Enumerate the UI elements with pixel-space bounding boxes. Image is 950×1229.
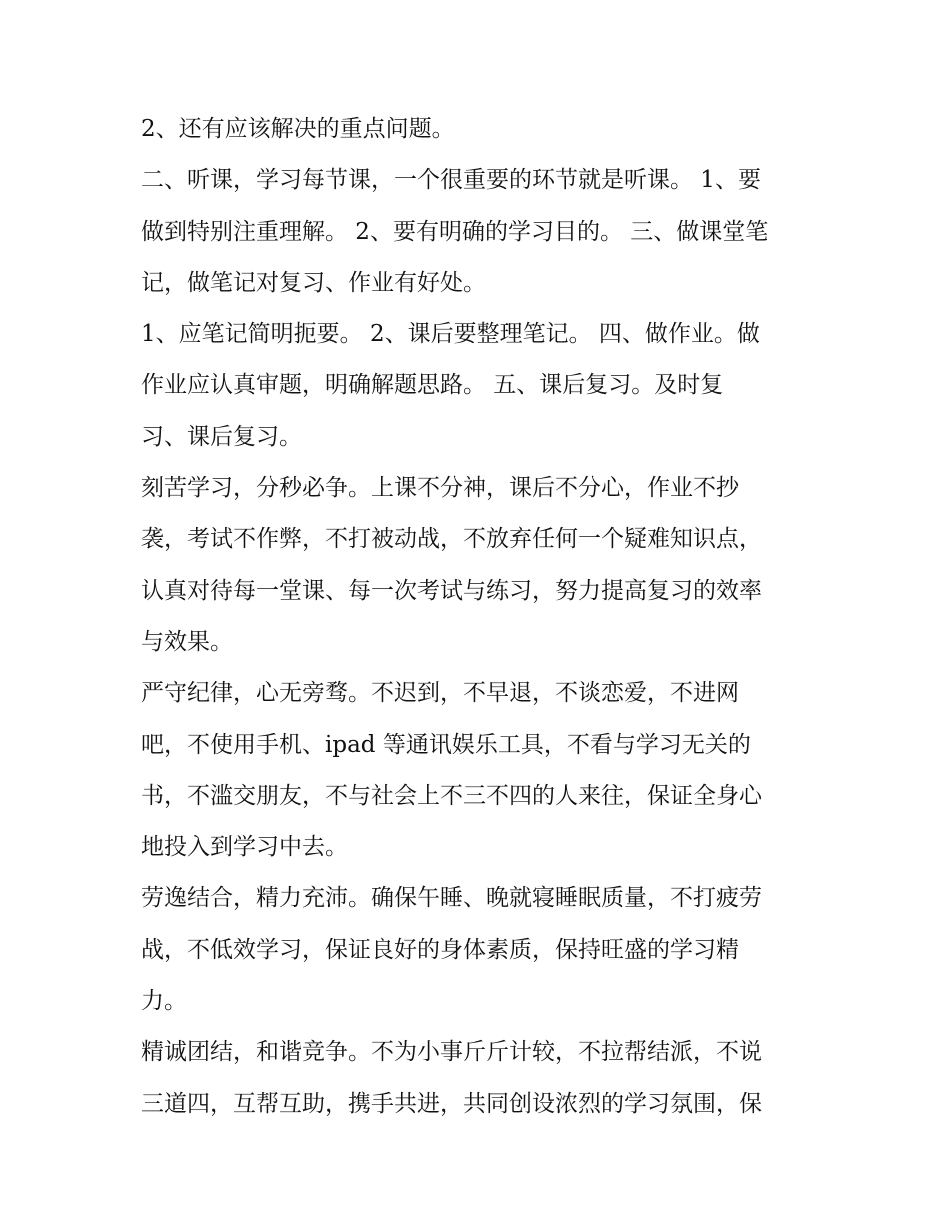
text-line: 劳逸结合，精力充沛。确保午睡、晚就寝睡眠质量，不打疲劳 — [141, 885, 762, 912]
text-line: 认真对待每一堂课、每一次考试与练习，努力提高复习的效率 — [141, 577, 762, 604]
text-line: 刻苦学习，分秒必争。上课不分神，课后不分心，作业不抄 — [141, 475, 739, 502]
text-line: 严守纪律，心无旁骛。不迟到，不早退，不谈恋爱，不进网 — [141, 680, 739, 707]
text-line: 做到特别注重理解。 2、要有明确的学习目的。 三、做课堂笔 — [141, 218, 769, 245]
text-line: 1、应笔记简明扼要。 2、课后要整理笔记。 四、做作业。做 — [141, 321, 760, 348]
text-line: 记，做笔记对复习、作业有好处。 — [141, 269, 486, 296]
text-line: 习、课后复习。 — [141, 423, 302, 450]
text-line: 作业应认真审题，明确解题思路。 五、课后复习。及时复 — [141, 372, 724, 399]
text-line: 三道四，互帮互助，携手共进，共同创设浓烈的学习氛围，保 — [141, 1090, 762, 1117]
text-line: 袭，考试不作弊，不打被动战，不放弃任何一个疑难知识点， — [141, 526, 762, 553]
text-line: 力。 — [141, 988, 187, 1015]
text-line: 地投入到学习中去。 — [141, 834, 348, 861]
text-line: 战，不低效学习，保证良好的身体素质，保持旺盛的学习精 — [141, 936, 739, 963]
text-line: 与效果。 — [141, 628, 233, 655]
text-line: 精诚团结，和谐竞争。不为小事斤斤计较，不拉帮结派，不说 — [141, 1039, 762, 1066]
text-line: 吧，不使用手机、ipad 等通讯娱乐工具，不看与学习无关的 — [141, 731, 751, 758]
text-line: 二、听课，学习每节课，一个很重要的环节就是听课。 1、要 — [141, 167, 761, 194]
text-line: 书，不滥交朋友，不与社会上不三不四的人来往，保证全身心 — [141, 782, 762, 809]
document-body — [141, 104, 831, 1130]
text-line: 2、还有应该解决的重点问题。 — [141, 116, 455, 142]
